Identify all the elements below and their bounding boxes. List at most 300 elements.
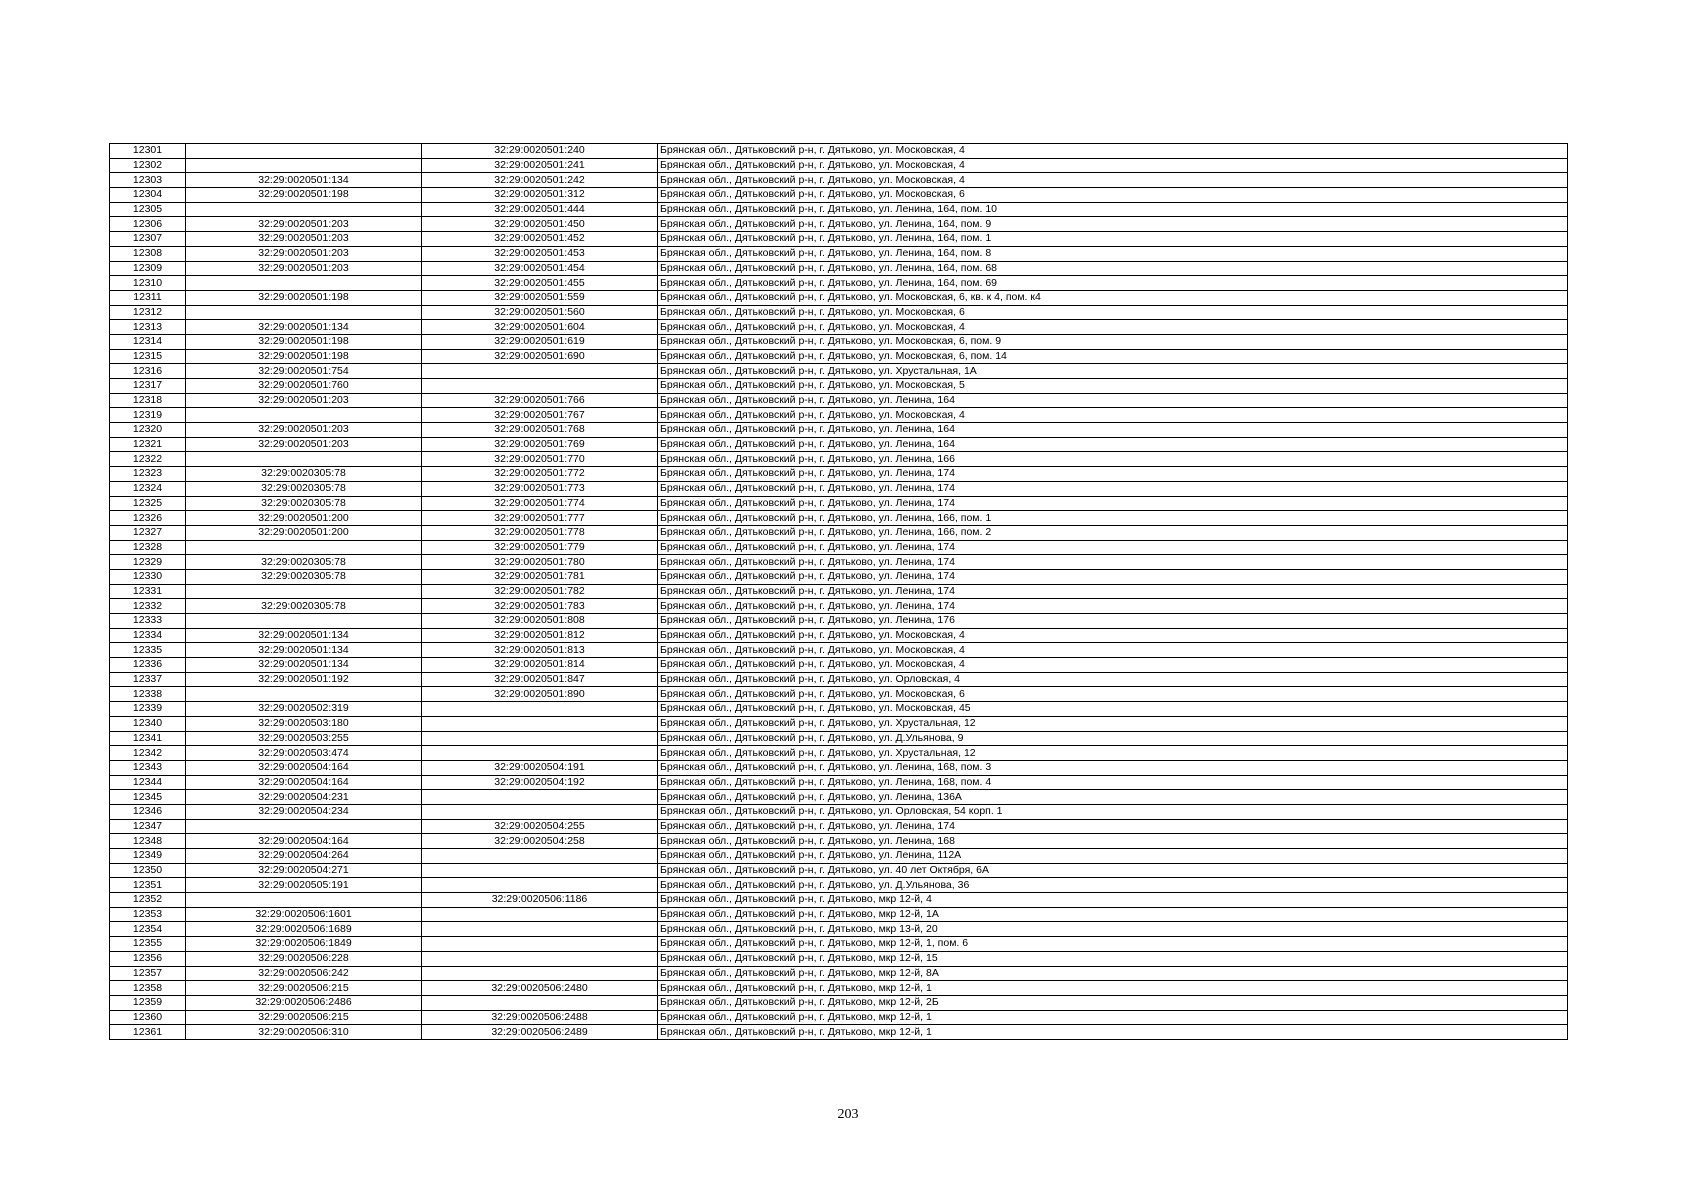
cadastral-number-cell: 32:29:0020501:452 bbox=[422, 232, 658, 247]
cadastral-number-cell: 32:29:0020501:779 bbox=[422, 540, 658, 555]
row-number-cell: 12331 bbox=[110, 584, 186, 599]
row-number-cell: 12346 bbox=[110, 804, 186, 819]
parent-cadastral-number-cell: 32:29:0020501:198 bbox=[186, 349, 422, 364]
row-number-cell: 12345 bbox=[110, 790, 186, 805]
table-row bbox=[110, 893, 1568, 908]
address-cell: Брянская обл., Дятьковский р-н, г. Дятьково, ул. Московская, 6 bbox=[658, 188, 1568, 203]
parent-cadastral-number-cell bbox=[186, 687, 422, 702]
address-cell: Брянская обл., Дятьковский р-н, г. Дятьково, мкр 12-й, 1 bbox=[658, 1025, 1568, 1040]
address-cell: Брянская обл., Дятьковский р-н, г. Дятьково, ул. Московская, 4 bbox=[658, 320, 1568, 335]
address-cell: Брянская обл., Дятьковский р-н, г. Дятьково, ул. Ленина, 174 bbox=[658, 467, 1568, 482]
row-number-cell: 12305 bbox=[110, 202, 186, 217]
row-number-cell: 12323 bbox=[110, 467, 186, 482]
cadastral-number-cell: 32:29:0020501:772 bbox=[422, 467, 658, 482]
table-row bbox=[110, 731, 1568, 746]
row-number-cell: 12342 bbox=[110, 746, 186, 761]
parent-cadastral-number-cell: 32:29:0020501:198 bbox=[186, 290, 422, 305]
parent-cadastral-number-cell: 32:29:0020501:200 bbox=[186, 511, 422, 526]
cadastral-number-cell: 32:29:0020504:255 bbox=[422, 819, 658, 834]
table-row bbox=[110, 863, 1568, 878]
address-cell: Брянская обл., Дятьковский р-н, г. Дятьково, ул. Московская, 4 bbox=[658, 158, 1568, 173]
cadastral-number-cell bbox=[422, 966, 658, 981]
table-row bbox=[110, 423, 1568, 438]
cadastral-number-cell: 32:29:0020506:2489 bbox=[422, 1025, 658, 1040]
address-cell: Брянская обл., Дятьковский р-н, г. Дятьково, ул. Д.Ульянова, 9 bbox=[658, 731, 1568, 746]
parent-cadastral-number-cell: 32:29:0020305:78 bbox=[186, 496, 422, 511]
parent-cadastral-number-cell: 32:29:0020501:198 bbox=[186, 188, 422, 203]
row-number-cell: 12332 bbox=[110, 599, 186, 614]
table-row bbox=[110, 614, 1568, 629]
cadastral-number-cell: 32:29:0020501:768 bbox=[422, 423, 658, 438]
parent-cadastral-number-cell bbox=[186, 276, 422, 291]
parent-cadastral-number-cell: 32:29:0020501:192 bbox=[186, 672, 422, 687]
table-row bbox=[110, 349, 1568, 364]
address-cell: Брянская обл., Дятьковский р-н, г. Дятьково, ул. Ленина, 174 bbox=[658, 819, 1568, 834]
address-cell: Брянская обл., Дятьковский р-н, г. Дятьково, ул. Ленина, 174 bbox=[658, 584, 1568, 599]
table-row bbox=[110, 878, 1568, 893]
cadastral-number-cell bbox=[422, 364, 658, 379]
table-row bbox=[110, 760, 1568, 775]
table-row bbox=[110, 173, 1568, 188]
parent-cadastral-number-cell: 32:29:0020501:200 bbox=[186, 525, 422, 540]
parent-cadastral-number-cell bbox=[186, 408, 422, 423]
parent-cadastral-number-cell bbox=[186, 819, 422, 834]
cadastral-number-cell bbox=[422, 951, 658, 966]
table-row bbox=[110, 379, 1568, 394]
row-number-cell: 12349 bbox=[110, 849, 186, 864]
table-row bbox=[110, 202, 1568, 217]
row-number-cell: 12354 bbox=[110, 922, 186, 937]
address-cell: Брянская обл., Дятьковский р-н, г. Дятьково, ул. Ленина, 164, пом. 9 bbox=[658, 217, 1568, 232]
parent-cadastral-number-cell: 32:29:0020506:310 bbox=[186, 1025, 422, 1040]
row-number-cell: 12327 bbox=[110, 525, 186, 540]
parent-cadastral-number-cell: 32:29:0020503:474 bbox=[186, 746, 422, 761]
address-cell: Брянская обл., Дятьковский р-н, г. Дятьково, ул. Ленина, 168, пом. 4 bbox=[658, 775, 1568, 790]
address-cell: Брянская обл., Дятьковский р-н, г. Дятьково, ул. Ленина, 164, пом. 68 bbox=[658, 261, 1568, 276]
address-cell: Брянская обл., Дятьковский р-н, г. Дятьково, ул. Московская, 4 bbox=[658, 173, 1568, 188]
row-number-cell: 12334 bbox=[110, 628, 186, 643]
parent-cadastral-number-cell: 32:29:0020506:242 bbox=[186, 966, 422, 981]
table-row bbox=[110, 320, 1568, 335]
address-cell: Брянская обл., Дятьковский р-н, г. Дятьково, ул. Московская, 4 bbox=[658, 643, 1568, 658]
row-number-cell: 12347 bbox=[110, 819, 186, 834]
parent-cadastral-number-cell: 32:29:0020504:231 bbox=[186, 790, 422, 805]
cadastral-number-cell: 32:29:0020501:778 bbox=[422, 525, 658, 540]
table-row bbox=[110, 716, 1568, 731]
table-row bbox=[110, 217, 1568, 232]
parent-cadastral-number-cell bbox=[186, 584, 422, 599]
cadastral-number-cell: 32:29:0020501:242 bbox=[422, 173, 658, 188]
parent-cadastral-number-cell: 32:29:0020501:134 bbox=[186, 628, 422, 643]
cadastral-number-cell: 32:29:0020501:604 bbox=[422, 320, 658, 335]
cadastral-number-cell bbox=[422, 922, 658, 937]
address-cell: Брянская обл., Дятьковский р-н, г. Дятьково, ул. Московская, 4 bbox=[658, 658, 1568, 673]
cadastral-number-cell bbox=[422, 907, 658, 922]
parent-cadastral-number-cell: 32:29:0020305:78 bbox=[186, 599, 422, 614]
row-number-cell: 12340 bbox=[110, 716, 186, 731]
cadastral-number-cell: 32:29:0020501:766 bbox=[422, 393, 658, 408]
row-number-cell: 12324 bbox=[110, 481, 186, 496]
row-number-cell: 12316 bbox=[110, 364, 186, 379]
row-number-cell: 12338 bbox=[110, 687, 186, 702]
row-number-cell: 12356 bbox=[110, 951, 186, 966]
cadastral-number-cell: 32:29:0020501:777 bbox=[422, 511, 658, 526]
cadastral-number-cell: 32:29:0020506:1186 bbox=[422, 893, 658, 908]
parent-cadastral-number-cell bbox=[186, 540, 422, 555]
address-cell: Брянская обл., Дятьковский р-н, г. Дятьково, мкр 12-й, 1 bbox=[658, 981, 1568, 996]
parent-cadastral-number-cell: 32:29:0020506:215 bbox=[186, 981, 422, 996]
address-cell: Брянская обл., Дятьковский р-н, г. Дятьково, ул. Орловская, 54 корп. 1 bbox=[658, 804, 1568, 819]
table-row bbox=[110, 834, 1568, 849]
table-row bbox=[110, 937, 1568, 952]
parent-cadastral-number-cell bbox=[186, 452, 422, 467]
table-row bbox=[110, 599, 1568, 614]
row-number-cell: 12315 bbox=[110, 349, 186, 364]
parent-cadastral-number-cell: 32:29:0020501:754 bbox=[186, 364, 422, 379]
row-number-cell: 12350 bbox=[110, 863, 186, 878]
parent-cadastral-number-cell: 32:29:0020504:164 bbox=[186, 760, 422, 775]
address-cell: Брянская обл., Дятьковский р-н, г. Дятьково, ул. Московская, 5 bbox=[658, 379, 1568, 394]
table-row bbox=[110, 569, 1568, 584]
registry-table bbox=[109, 143, 1568, 1040]
cadastral-number-cell: 32:29:0020501:781 bbox=[422, 569, 658, 584]
address-cell: Брянская обл., Дятьковский р-н, г. Дятьково, ул. Ленина, 174 bbox=[658, 540, 1568, 555]
table-row bbox=[110, 364, 1568, 379]
table-row bbox=[110, 393, 1568, 408]
row-number-cell: 12322 bbox=[110, 452, 186, 467]
cadastral-number-cell bbox=[422, 731, 658, 746]
row-number-cell: 12359 bbox=[110, 995, 186, 1010]
parent-cadastral-number-cell bbox=[186, 893, 422, 908]
table-row bbox=[110, 922, 1568, 937]
address-cell: Брянская обл., Дятьковский р-н, г. Дятьково, ул. Московская, 6 bbox=[658, 305, 1568, 320]
table-row bbox=[110, 981, 1568, 996]
parent-cadastral-number-cell: 32:29:0020506:1689 bbox=[186, 922, 422, 937]
registry-table-body bbox=[110, 144, 1568, 1040]
row-number-cell: 12321 bbox=[110, 437, 186, 452]
row-number-cell: 12360 bbox=[110, 1010, 186, 1025]
row-number-cell: 12309 bbox=[110, 261, 186, 276]
parent-cadastral-number-cell: 32:29:0020501:203 bbox=[186, 217, 422, 232]
parent-cadastral-number-cell bbox=[186, 614, 422, 629]
row-number-cell: 12306 bbox=[110, 217, 186, 232]
row-number-cell: 12302 bbox=[110, 158, 186, 173]
parent-cadastral-number-cell: 32:29:0020506:2486 bbox=[186, 995, 422, 1010]
row-number-cell: 12343 bbox=[110, 760, 186, 775]
table-row bbox=[110, 907, 1568, 922]
parent-cadastral-number-cell: 32:29:0020501:134 bbox=[186, 658, 422, 673]
address-cell: Брянская обл., Дятьковский р-н, г. Дятьково, мкр 12-й, 15 bbox=[658, 951, 1568, 966]
parent-cadastral-number-cell: 32:29:0020504:264 bbox=[186, 849, 422, 864]
table-row bbox=[110, 819, 1568, 834]
cadastral-number-cell: 32:29:0020501:847 bbox=[422, 672, 658, 687]
parent-cadastral-number-cell: 32:29:0020504:164 bbox=[186, 834, 422, 849]
cadastral-number-cell: 32:29:0020501:770 bbox=[422, 452, 658, 467]
table-row bbox=[110, 290, 1568, 305]
row-number-cell: 12351 bbox=[110, 878, 186, 893]
cadastral-number-cell: 32:29:0020501:780 bbox=[422, 555, 658, 570]
row-number-cell: 12352 bbox=[110, 893, 186, 908]
row-number-cell: 12304 bbox=[110, 188, 186, 203]
cadastral-number-cell: 32:29:0020504:192 bbox=[422, 775, 658, 790]
cadastral-number-cell: 32:29:0020501:619 bbox=[422, 334, 658, 349]
row-number-cell: 12344 bbox=[110, 775, 186, 790]
row-number-cell: 12318 bbox=[110, 393, 186, 408]
parent-cadastral-number-cell: 32:29:0020506:228 bbox=[186, 951, 422, 966]
address-cell: Брянская обл., Дятьковский р-н, г. Дятьково, ул. Ленина, 176 bbox=[658, 614, 1568, 629]
row-number-cell: 12330 bbox=[110, 569, 186, 584]
row-number-cell: 12358 bbox=[110, 981, 186, 996]
table-row bbox=[110, 452, 1568, 467]
row-number-cell: 12326 bbox=[110, 511, 186, 526]
table-row bbox=[110, 775, 1568, 790]
table-row bbox=[110, 540, 1568, 555]
address-cell: Брянская обл., Дятьковский р-н, г. Дятьково, мкр 12-й, 2Б bbox=[658, 995, 1568, 1010]
cadastral-number-cell: 32:29:0020501:455 bbox=[422, 276, 658, 291]
row-number-cell: 12335 bbox=[110, 643, 186, 658]
cadastral-number-cell: 32:29:0020501:773 bbox=[422, 481, 658, 496]
address-cell: Брянская обл., Дятьковский р-н, г. Дятьково, ул. Ленина, 112А bbox=[658, 849, 1568, 864]
cadastral-number-cell bbox=[422, 937, 658, 952]
address-cell: Брянская обл., Дятьковский р-н, г. Дятьково, мкр 12-й, 1А bbox=[658, 907, 1568, 922]
row-number-cell: 12320 bbox=[110, 423, 186, 438]
cadastral-number-cell bbox=[422, 863, 658, 878]
parent-cadastral-number-cell bbox=[186, 158, 422, 173]
address-cell: Брянская обл., Дятьковский р-н, г. Дятьково, ул. Московская, 6 bbox=[658, 687, 1568, 702]
cadastral-number-cell bbox=[422, 995, 658, 1010]
table-row bbox=[110, 437, 1568, 452]
cadastral-number-cell bbox=[422, 849, 658, 864]
table-row bbox=[110, 408, 1568, 423]
address-cell: Брянская обл., Дятьковский р-н, г. Дятьково, ул. Ленина, 166, пом. 1 bbox=[658, 511, 1568, 526]
parent-cadastral-number-cell: 32:29:0020503:255 bbox=[186, 731, 422, 746]
parent-cadastral-number-cell: 32:29:0020501:203 bbox=[186, 232, 422, 247]
cadastral-number-cell: 32:29:0020504:191 bbox=[422, 760, 658, 775]
address-cell: Брянская обл., Дятьковский р-н, г. Дятьково, мкр 13-й, 20 bbox=[658, 922, 1568, 937]
parent-cadastral-number-cell: 32:29:0020305:78 bbox=[186, 481, 422, 496]
table-row bbox=[110, 496, 1568, 511]
row-number-cell: 12348 bbox=[110, 834, 186, 849]
parent-cadastral-number-cell: 32:29:0020504:164 bbox=[186, 775, 422, 790]
parent-cadastral-number-cell: 32:29:0020501:203 bbox=[186, 393, 422, 408]
row-number-cell: 12325 bbox=[110, 496, 186, 511]
table-row bbox=[110, 334, 1568, 349]
row-number-cell: 12333 bbox=[110, 614, 186, 629]
parent-cadastral-number-cell: 32:29:0020506:1849 bbox=[186, 937, 422, 952]
table-row bbox=[110, 305, 1568, 320]
address-cell: Брянская обл., Дятьковский р-н, г. Дятьково, ул. Московская, 4 bbox=[658, 628, 1568, 643]
row-number-cell: 12310 bbox=[110, 276, 186, 291]
table-row bbox=[110, 1025, 1568, 1040]
address-cell: Брянская обл., Дятьковский р-н, г. Дятьково, ул. Д.Ульянова, 36 bbox=[658, 878, 1568, 893]
table-row bbox=[110, 511, 1568, 526]
address-cell: Брянская обл., Дятьковский р-н, г. Дятьково, ул. Ленина, 174 bbox=[658, 599, 1568, 614]
cadastral-number-cell: 32:29:0020501:783 bbox=[422, 599, 658, 614]
address-cell: Брянская обл., Дятьковский р-н, г. Дятьково, ул. Хрустальная, 12 bbox=[658, 746, 1568, 761]
row-number-cell: 12337 bbox=[110, 672, 186, 687]
cadastral-number-cell: 32:29:0020501:444 bbox=[422, 202, 658, 217]
row-number-cell: 12355 bbox=[110, 937, 186, 952]
parent-cadastral-number-cell: 32:29:0020504:271 bbox=[186, 863, 422, 878]
address-cell: Брянская обл., Дятьковский р-н, г. Дятьково, ул. Ленина, 166 bbox=[658, 452, 1568, 467]
cadastral-number-cell: 32:29:0020501:808 bbox=[422, 614, 658, 629]
address-cell: Брянская обл., Дятьковский р-н, г. Дятьково, ул. Орловская, 4 bbox=[658, 672, 1568, 687]
parent-cadastral-number-cell: 32:29:0020506:215 bbox=[186, 1010, 422, 1025]
table-row bbox=[110, 658, 1568, 673]
row-number-cell: 12303 bbox=[110, 173, 186, 188]
address-cell: Брянская обл., Дятьковский р-н, г. Дятьково, ул. Ленина, 174 bbox=[658, 496, 1568, 511]
address-cell: Брянская обл., Дятьковский р-н, г. Дятьково, ул. Московская, 6, кв. к 4, пом. к4 bbox=[658, 290, 1568, 305]
parent-cadastral-number-cell bbox=[186, 144, 422, 159]
address-cell: Брянская обл., Дятьковский р-н, г. Дятьково, ул. Ленина, 164 bbox=[658, 393, 1568, 408]
address-cell: Брянская обл., Дятьковский р-н, г. Дятьково, ул. Ленина, 164, пом. 8 bbox=[658, 246, 1568, 261]
address-cell: Брянская обл., Дятьковский р-н, г. Дятьково, ул. Ленина, 164 bbox=[658, 437, 1568, 452]
cadastral-number-cell: 32:29:0020501:812 bbox=[422, 628, 658, 643]
address-cell: Брянская обл., Дятьковский р-н, г. Дятьково, ул. Ленина, 166, пом. 2 bbox=[658, 525, 1568, 540]
address-cell: Брянская обл., Дятьковский р-н, г. Дятьково, мкр 12-й, 1, пом. 6 bbox=[658, 937, 1568, 952]
table-row bbox=[110, 261, 1568, 276]
row-number-cell: 12353 bbox=[110, 907, 186, 922]
address-cell: Брянская обл., Дятьковский р-н, г. Дятьково, ул. Московская, 6, пом. 14 bbox=[658, 349, 1568, 364]
address-cell: Брянская обл., Дятьковский р-н, г. Дятьково, ул. Ленина, 168 bbox=[658, 834, 1568, 849]
address-cell: Брянская обл., Дятьковский р-н, г. Дятьково, ул. Ленина, 164, пом. 10 bbox=[658, 202, 1568, 217]
address-cell: Брянская обл., Дятьковский р-н, г. Дятьково, ул. Ленина, 164, пом. 69 bbox=[658, 276, 1568, 291]
cadastral-number-cell bbox=[422, 790, 658, 805]
parent-cadastral-number-cell: 32:29:0020305:78 bbox=[186, 467, 422, 482]
cadastral-number-cell bbox=[422, 746, 658, 761]
address-cell: Брянская обл., Дятьковский р-н, г. Дятьково, ул. Хрустальная, 12 bbox=[658, 716, 1568, 731]
address-cell: Брянская обл., Дятьковский р-н, г. Дятьково, ул. Хрустальная, 1А bbox=[658, 364, 1568, 379]
cadastral-number-cell: 32:29:0020506:2480 bbox=[422, 981, 658, 996]
row-number-cell: 12341 bbox=[110, 731, 186, 746]
address-cell: Брянская обл., Дятьковский р-н, г. Дятьково, ул. Ленина, 174 bbox=[658, 569, 1568, 584]
table-row bbox=[110, 966, 1568, 981]
parent-cadastral-number-cell: 32:29:0020501:134 bbox=[186, 643, 422, 658]
parent-cadastral-number-cell: 32:29:0020501:760 bbox=[186, 379, 422, 394]
row-number-cell: 12328 bbox=[110, 540, 186, 555]
address-cell: Брянская обл., Дятьковский р-н, г. Дятьково, ул. Ленина, 174 bbox=[658, 555, 1568, 570]
address-cell: Брянская обл., Дятьковский р-н, г. Дятьково, мкр 12-й, 4 bbox=[658, 893, 1568, 908]
cadastral-number-cell: 32:29:0020506:2488 bbox=[422, 1010, 658, 1025]
cadastral-number-cell: 32:29:0020501:559 bbox=[422, 290, 658, 305]
cadastral-number-cell: 32:29:0020501:782 bbox=[422, 584, 658, 599]
cadastral-number-cell: 32:29:0020501:560 bbox=[422, 305, 658, 320]
cadastral-number-cell: 32:29:0020504:258 bbox=[422, 834, 658, 849]
parent-cadastral-number-cell: 32:29:0020501:203 bbox=[186, 437, 422, 452]
parent-cadastral-number-cell: 32:29:0020501:203 bbox=[186, 246, 422, 261]
parent-cadastral-number-cell: 32:29:0020505:191 bbox=[186, 878, 422, 893]
table-row bbox=[110, 687, 1568, 702]
address-cell: Брянская обл., Дятьковский р-н, г. Дятьково, ул. Ленина, 164 bbox=[658, 423, 1568, 438]
parent-cadastral-number-cell: 32:29:0020502:319 bbox=[186, 702, 422, 717]
table-row bbox=[110, 555, 1568, 570]
address-cell: Брянская обл., Дятьковский р-н, г. Дятьково, ул. 40 лет Октября, 6А bbox=[658, 863, 1568, 878]
cadastral-number-cell: 32:29:0020501:890 bbox=[422, 687, 658, 702]
parent-cadastral-number-cell: 32:29:0020501:203 bbox=[186, 423, 422, 438]
cadastral-number-cell bbox=[422, 379, 658, 394]
row-number-cell: 12361 bbox=[110, 1025, 186, 1040]
address-cell: Брянская обл., Дятьковский р-н, г. Дятьково, ул. Ленина, 164, пом. 1 bbox=[658, 232, 1568, 247]
table-row bbox=[110, 1010, 1568, 1025]
parent-cadastral-number-cell bbox=[186, 305, 422, 320]
table-row bbox=[110, 232, 1568, 247]
cadastral-number-cell: 32:29:0020501:769 bbox=[422, 437, 658, 452]
row-number-cell: 12329 bbox=[110, 555, 186, 570]
table-row bbox=[110, 628, 1568, 643]
table-row bbox=[110, 643, 1568, 658]
cadastral-number-cell bbox=[422, 716, 658, 731]
row-number-cell: 12319 bbox=[110, 408, 186, 423]
parent-cadastral-number-cell: 32:29:0020305:78 bbox=[186, 569, 422, 584]
address-cell: Брянская обл., Дятьковский р-н, г. Дятьково, ул. Московская, 6, пом. 9 bbox=[658, 334, 1568, 349]
table-row bbox=[110, 790, 1568, 805]
parent-cadastral-number-cell bbox=[186, 202, 422, 217]
parent-cadastral-number-cell: 32:29:0020305:78 bbox=[186, 555, 422, 570]
row-number-cell: 12312 bbox=[110, 305, 186, 320]
table-row bbox=[110, 702, 1568, 717]
cadastral-number-cell: 32:29:0020501:453 bbox=[422, 246, 658, 261]
cadastral-number-cell: 32:29:0020501:690 bbox=[422, 349, 658, 364]
row-number-cell: 12357 bbox=[110, 966, 186, 981]
row-number-cell: 12311 bbox=[110, 290, 186, 305]
cadastral-number-cell: 32:29:0020501:240 bbox=[422, 144, 658, 159]
parent-cadastral-number-cell: 32:29:0020501:198 bbox=[186, 334, 422, 349]
row-number-cell: 12336 bbox=[110, 658, 186, 673]
table-row bbox=[110, 481, 1568, 496]
row-number-cell: 12314 bbox=[110, 334, 186, 349]
address-cell: Брянская обл., Дятьковский р-н, г. Дятьково, ул. Ленина, 174 bbox=[658, 481, 1568, 496]
parent-cadastral-number-cell: 32:29:0020506:1601 bbox=[186, 907, 422, 922]
parent-cadastral-number-cell: 32:29:0020504:234 bbox=[186, 804, 422, 819]
parent-cadastral-number-cell: 32:29:0020503:180 bbox=[186, 716, 422, 731]
cadastral-number-cell bbox=[422, 878, 658, 893]
row-number-cell: 12307 bbox=[110, 232, 186, 247]
row-number-cell: 12339 bbox=[110, 702, 186, 717]
table-row bbox=[110, 672, 1568, 687]
address-cell: Брянская обл., Дятьковский р-н, г. Дятьково, ул. Московская, 45 bbox=[658, 702, 1568, 717]
table-row bbox=[110, 849, 1568, 864]
row-number-cell: 12301 bbox=[110, 144, 186, 159]
address-cell: Брянская обл., Дятьковский р-н, г. Дятьково, мкр 12-й, 1 bbox=[658, 1010, 1568, 1025]
row-number-cell: 12308 bbox=[110, 246, 186, 261]
table-row bbox=[110, 158, 1568, 173]
cadastral-number-cell: 32:29:0020501:241 bbox=[422, 158, 658, 173]
table-row bbox=[110, 746, 1568, 761]
table-row bbox=[110, 188, 1568, 203]
row-number-cell: 12317 bbox=[110, 379, 186, 394]
address-cell: Брянская обл., Дятьковский р-н, г. Дятьково, ул. Московская, 4 bbox=[658, 144, 1568, 159]
parent-cadastral-number-cell: 32:29:0020501:134 bbox=[186, 173, 422, 188]
address-cell: Брянская обл., Дятьковский р-н, г. Дятьково, ул. Московская, 4 bbox=[658, 408, 1568, 423]
row-number-cell: 12313 bbox=[110, 320, 186, 335]
table-row bbox=[110, 951, 1568, 966]
table-row bbox=[110, 467, 1568, 482]
cadastral-number-cell: 32:29:0020501:767 bbox=[422, 408, 658, 423]
cadastral-number-cell: 32:29:0020501:454 bbox=[422, 261, 658, 276]
cadastral-number-cell: 32:29:0020501:312 bbox=[422, 188, 658, 203]
cadastral-number-cell bbox=[422, 702, 658, 717]
table-row bbox=[110, 804, 1568, 819]
cadastral-number-cell: 32:29:0020501:450 bbox=[422, 217, 658, 232]
table-row bbox=[110, 246, 1568, 261]
parent-cadastral-number-cell: 32:29:0020501:203 bbox=[186, 261, 422, 276]
table-row bbox=[110, 584, 1568, 599]
table-row bbox=[110, 995, 1568, 1010]
parent-cadastral-number-cell: 32:29:0020501:134 bbox=[186, 320, 422, 335]
cadastral-number-cell: 32:29:0020501:774 bbox=[422, 496, 658, 511]
table-row bbox=[110, 144, 1568, 159]
table-row bbox=[110, 525, 1568, 540]
